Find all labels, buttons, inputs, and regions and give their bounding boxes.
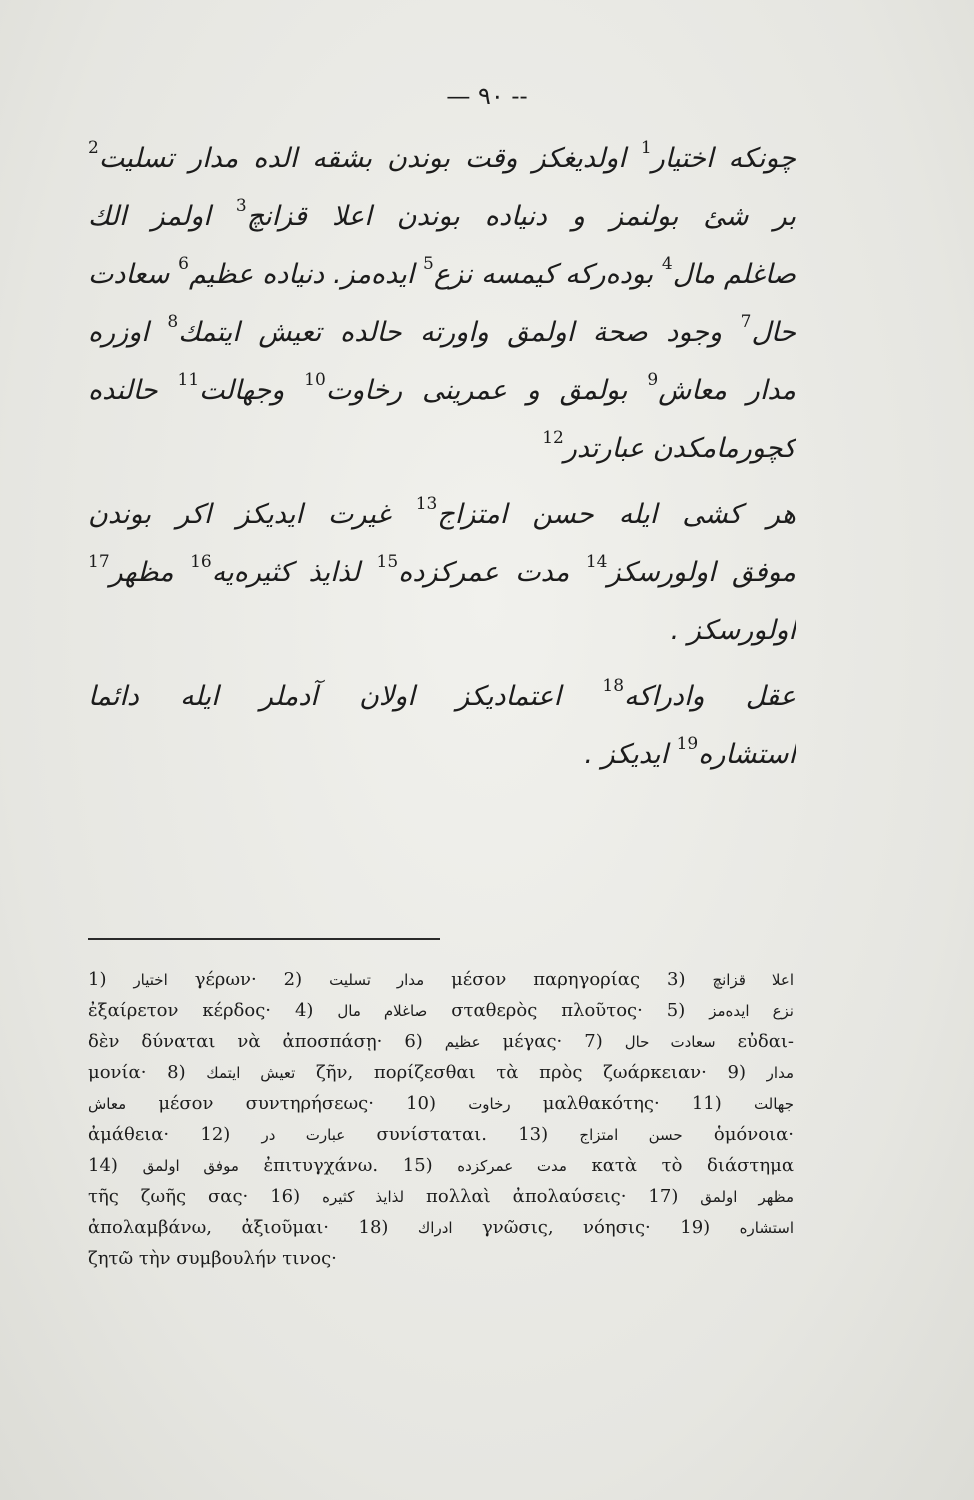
text-segment: بوده‌رکه کیمسه نزع [433, 259, 662, 290]
greek-gloss: εὐδαι- [715, 1031, 794, 1052]
ottoman-term: سعادت حال [624, 1033, 716, 1051]
ottoman-term: مدار تسلیت [329, 971, 425, 989]
text-segment: حالنده [88, 375, 178, 406]
ottoman-term: ادراك [417, 1219, 453, 1237]
text-segment: عقل وادراکه [624, 681, 796, 712]
footnote-marker[interactable]: 2 [88, 138, 99, 158]
greek-gloss: δὲν δύναται νὰ ἀποσπάσῃ· 6) [88, 1031, 445, 1052]
ottoman-term: اختیار [133, 971, 168, 989]
text-segment: اولدیغکز وقت بوندن بشقه الده مدار تسلیت [98, 143, 641, 174]
text-segment: اعتمادیکز اولان آدملر ایله دائما [88, 681, 603, 712]
text-line [88, 130, 796, 188]
footnote-marker[interactable]: 16 [190, 552, 212, 572]
greek-gloss: μέσον παρηγορίας 3) [424, 969, 713, 990]
ottoman-term: معاش [88, 1095, 127, 1113]
greek-gloss: μονία· 8) [88, 1062, 207, 1083]
text-segment: چونکه اختیار [651, 143, 796, 174]
text-line [88, 188, 796, 246]
footnote-marker[interactable]: 8 [167, 312, 179, 332]
footnote-line [88, 964, 794, 995]
text-segment: موفق اولورسکز [607, 557, 796, 588]
ottoman-term: استشاره [739, 1219, 794, 1237]
text-segment: هر کشی ایله حسن امتزاج [437, 499, 796, 530]
footnote-marker[interactable]: 19 [676, 734, 699, 754]
text-segment: مظهر [109, 557, 191, 588]
text-segment: اولمز الك [88, 201, 236, 232]
footnote-line [88, 1181, 794, 1212]
footnote-marker[interactable]: 15 [376, 552, 399, 572]
greek-gloss: μαλθακότης· 11) [510, 1093, 754, 1114]
footnote-line [88, 1088, 794, 1119]
footnote-marker[interactable]: 6 [178, 254, 189, 274]
text-segment: لذایذ کثیره‌یه [211, 557, 377, 588]
text-segment: ایده‌مز. دنیاده عظیم [188, 259, 424, 290]
footnote-marker[interactable]: 5 [423, 254, 434, 274]
text-line [88, 486, 796, 544]
text-segment: اوزره [88, 317, 168, 348]
greek-gloss: 1) [88, 969, 134, 990]
ottoman-term: نزع ایده‌مز [709, 1002, 794, 1020]
greek-gloss: πολλαὶ ἀπολαύσεις· 17) [404, 1186, 701, 1207]
footnote-marker[interactable]: 7 [740, 312, 752, 332]
text-segment: بولمق و عمرینی رخاوت [325, 375, 648, 406]
text-line [88, 362, 796, 420]
text-segment: حال [751, 317, 796, 348]
greek-gloss: ζῆν, πορίζεσθαι τὰ πρὸς ζωάρκειαν· 9) [295, 1062, 767, 1083]
ottoman-term: موفق اولمق [142, 1157, 239, 1175]
text-line [88, 726, 796, 784]
greek-gloss: ἀμάθεια· 12) [88, 1124, 262, 1145]
greek-gloss: ἐξαίρετον κέρδος· 4) [88, 1000, 338, 1021]
text-segment: مدار معاش [658, 375, 796, 406]
text-segment: استشاره [698, 739, 796, 770]
footnote-line [88, 1057, 794, 1088]
footnote-marker[interactable]: 13 [415, 494, 438, 514]
ottoman-term: جهالت [753, 1095, 794, 1113]
footnote-line [88, 1212, 794, 1243]
greek-gloss: ἀπολαμβάνω, ἀξιοῦμαι· 18) [88, 1217, 418, 1238]
ottoman-term: عبارت در [261, 1126, 346, 1144]
footnote-line [88, 1243, 794, 1274]
footnote-marker[interactable]: 11 [177, 370, 200, 390]
text-segment: غیرت ایدیکز اکر بوندن [88, 499, 416, 530]
footnote-marker[interactable]: 4 [661, 254, 673, 274]
greek-gloss: συνίσταται. 13) [345, 1124, 580, 1145]
greek-gloss: γέρων· 2) [167, 969, 330, 990]
ottoman-term: مدت عمرکزده [457, 1157, 567, 1175]
text-segment: مدت عمرکزده [398, 557, 586, 588]
greek-gloss: σταθερὸς πλοῦτος· 5) [427, 1000, 710, 1021]
text-line [88, 246, 796, 304]
footnote-marker[interactable]: 1 [640, 138, 652, 158]
text-segment: کچورمامکدن عبارتدر [563, 433, 796, 464]
greek-gloss: κατὰ τὸ διάστημα [566, 1155, 794, 1176]
page-number: — ٩٠ -- [446, 82, 528, 110]
text-line [88, 420, 796, 478]
footnote-marker[interactable]: 3 [235, 196, 247, 216]
footnote-marker[interactable]: 10 [304, 370, 326, 390]
footnote-line [88, 995, 794, 1026]
text-segment: بر شئ بولنمز و دنیاده بوندن اعلا قزانچ [246, 201, 796, 232]
ottoman-term: حسن امتزاج [579, 1126, 683, 1144]
ottoman-term: مظهر اولمق [700, 1188, 794, 1206]
ottoman-term: تعیش ایتمك [206, 1064, 296, 1082]
greek-gloss: ἐπιτυγχάνω. 15) [238, 1155, 458, 1176]
text-segment: ایدیکز . [584, 739, 677, 770]
footnote-marker[interactable]: 12 [542, 428, 564, 448]
text-segment: اولورسکز . [670, 615, 796, 646]
footnote-marker[interactable]: 18 [602, 676, 625, 696]
footnote-line [88, 1119, 794, 1150]
ottoman-term: مدار [766, 1064, 794, 1082]
greek-gloss: τῆς ζωῆς σας· 16) [88, 1186, 323, 1207]
footnote-separator [88, 938, 440, 940]
greek-gloss: ὁμόνοια· [682, 1124, 794, 1145]
footnote-marker[interactable]: 9 [647, 370, 659, 390]
greek-gloss: 14) [88, 1155, 143, 1176]
ottoman-term: لذایذ کثیره [322, 1188, 405, 1206]
footnotes [88, 964, 794, 1274]
ottoman-term: رخاوت [468, 1095, 511, 1113]
footnote-marker[interactable]: 17 [88, 552, 110, 572]
greek-gloss: ζητῶ τὴν συμβουλήν τινος· [88, 1248, 337, 1269]
text-line [88, 544, 796, 602]
text-segment: سعادت [88, 259, 179, 290]
footnote-line [88, 1026, 794, 1057]
text-segment: صاغلم مال [672, 259, 796, 290]
ottoman-term: صاغلام مال [337, 1002, 428, 1020]
text-segment: وجهالت [199, 375, 305, 406]
text-line [88, 668, 796, 726]
greek-gloss: γνῶσις, νόησις· 19) [452, 1217, 740, 1238]
text-line [88, 602, 796, 660]
text-segment: وجود صحة اولمق واورته حالده تعیش ایتمك [178, 317, 741, 348]
main-text [88, 130, 796, 784]
greek-gloss: μέγας· 7) [480, 1031, 625, 1052]
ottoman-term: اعلا قزانچ [712, 971, 794, 989]
greek-gloss: μέσον συντηρήσεως· 10) [126, 1093, 469, 1114]
text-line [88, 304, 796, 362]
ottoman-term: عظیم [444, 1033, 481, 1051]
footnote-line [88, 1150, 794, 1181]
footnote-marker[interactable]: 14 [585, 552, 608, 572]
